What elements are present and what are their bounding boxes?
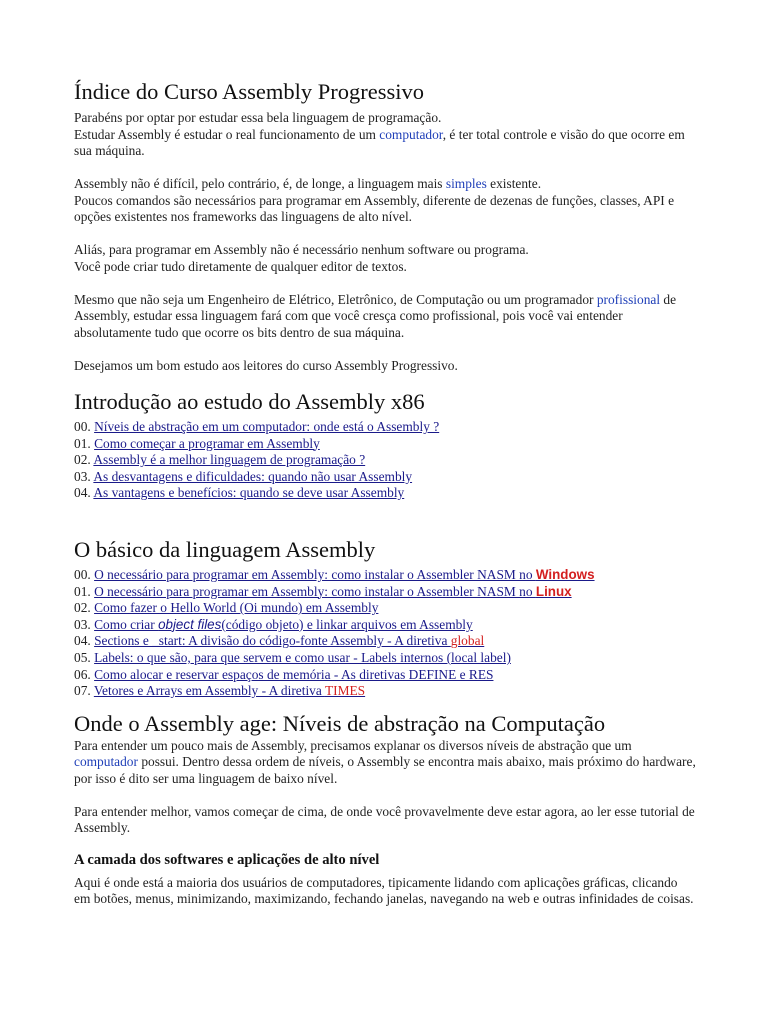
item-number: 00. <box>74 566 95 582</box>
list-item <box>74 469 696 486</box>
section-title-introducao: Introdução ao estudo do Assembly x86 <box>74 389 425 414</box>
list-item <box>74 584 696 601</box>
lesson-list-basico <box>74 567 696 700</box>
lesson-link[interactable] <box>94 567 594 582</box>
lesson-link-text: O necessário para programar em Assembly: como instalar o Assembler NASM no <box>94 583 536 599</box>
list-item <box>74 567 696 584</box>
lesson-link-text: O necessário para programar em Assembly: como instalar o Assembler NASM no <box>94 566 536 582</box>
intro-text: de Assembly, estudar essa linguagem fará com que você cresça como profissional, pois você vai entender absolutamente tudo que ocorre os bits dentro de sua máquina. <box>74 291 677 340</box>
intro-paragraph-5: Desejamos um bom estudo aos leitores do curso Assembly Progressivo. <box>74 357 458 373</box>
lesson-link[interactable]: Assembly é a melhor linguagem de programação ? <box>93 452 366 468</box>
keyword-link-computador[interactable]: computador <box>379 126 443 142</box>
intro-text: Assembly não é difícil, pelo contrário, é, de longe, a linguagem mais <box>74 176 446 191</box>
intro-text: Mesmo que não seja um Engenheiro de Elétrico, Eletrônico, de Computação ou um programador <box>74 291 597 307</box>
list-item <box>74 683 696 700</box>
item-number: 02. <box>74 452 94 468</box>
list-item <box>74 452 696 469</box>
lesson-link[interactable]: Níveis de abstração em um computador: onde está o Assembly ? <box>94 419 440 434</box>
niveis-paragraph-3: Aqui é onde está a maioria dos usuários de computadores, tipicamente lidando com aplicações gráficas, clicando em botões, menus, minimizando, maximizando, fechando janelas, navegando na web e outras infinidades de coisas. <box>74 874 694 907</box>
item-number: 01. <box>74 583 95 599</box>
item-number: 06. <box>74 666 95 682</box>
lesson-link[interactable] <box>94 617 473 632</box>
list-item <box>74 633 696 650</box>
intro-paragraph-3 <box>74 242 696 275</box>
intro-line: Aliás, para programar em Assembly não é necessário nenhum software ou programa. <box>74 242 529 257</box>
lesson-link-text: Sections e _start: A divisão do código-fonte Assembly - A diretiva <box>94 633 451 649</box>
niveis-text: possui. Dentro dessa ordem de níveis, o Assembly se encontra mais abaixo, mais próximo do hardware, por isso é dito ser uma linguagem de baixo nível. <box>74 754 696 786</box>
list-item <box>74 419 696 436</box>
intro-line: Parabéns por optar por estudar essa bela linguagem de programação. <box>74 110 442 125</box>
item-number: 07. <box>74 683 94 699</box>
item-number: 01. <box>74 435 95 451</box>
lesson-link[interactable] <box>94 633 484 648</box>
list-item <box>74 617 696 634</box>
section-title-basico: O básico da linguagem Assembly <box>74 536 376 562</box>
intro-paragraph-4 <box>74 292 696 342</box>
item-number: 04. <box>74 633 95 649</box>
subsection-title: A camada dos softwares e aplicações de alto nível <box>74 851 380 868</box>
document-body <box>74 78 696 908</box>
list-item <box>74 600 696 617</box>
lesson-link[interactable] <box>94 683 365 698</box>
keyword-link-computador[interactable]: computador <box>74 754 138 770</box>
intro-text: , é ter total controle e visão do que ocorre em sua máquina. <box>74 126 685 158</box>
intro-line: Você pode criar tudo diretamente de qualquer editor de textos. <box>74 258 407 274</box>
intro-paragraph-2 <box>74 176 696 226</box>
lesson-link[interactable]: Como alocar e reservar espaços de memória - As diretivas DEFINE e RES <box>94 666 494 682</box>
lesson-list-introducao <box>74 419 696 502</box>
niveis-paragraph-2: Para entender melhor, vamos começar de cima, de onde você provavelmente deve estar agora, ao ler esse tutorial de Assembly. <box>74 803 695 836</box>
lesson-link-text: (código objeto) e linkar arquivos em Assembly <box>221 616 473 632</box>
lesson-link[interactable]: Como fazer o Hello World (Oi mundo) em Assembly <box>94 600 379 616</box>
lesson-link[interactable]: As desvantagens e dificuldades: quando não usar Assembly <box>93 468 413 484</box>
niveis-text: Para entender um pouco mais de Assembly, precisamos explanar os diversos níveis de abstração que um <box>74 737 632 753</box>
lesson-link-text: Vetores e Arrays em Assembly - A diretiva <box>93 683 325 699</box>
list-item <box>74 436 696 453</box>
keyword-link-simples[interactable]: simples <box>445 176 487 191</box>
lesson-link[interactable]: Como começar a programar em Assembly <box>94 435 320 451</box>
list-item <box>74 650 696 667</box>
list-item <box>74 485 696 502</box>
item-number: 00. <box>74 419 95 434</box>
niveis-paragraph-1 <box>74 738 696 788</box>
item-number: 02. <box>74 600 95 616</box>
lesson-link-highlight: Linux <box>535 583 572 599</box>
keyword-link-profissional[interactable]: profissional <box>596 291 661 307</box>
lesson-link[interactable]: Labels: o que são, para que servem e como usar - Labels internos (local label) <box>94 649 511 665</box>
lesson-link-highlight: Windows <box>535 566 595 582</box>
lesson-link-highlight: global <box>450 633 485 649</box>
item-number: 05. <box>74 649 95 665</box>
page-title: Índice do Curso Assembly Progressivo <box>74 79 424 104</box>
intro-text: existente. <box>486 176 542 191</box>
item-number: 03. <box>74 468 94 484</box>
intro-paragraph-1 <box>74 110 696 160</box>
lesson-link-text: Como criar <box>94 616 159 632</box>
item-number: 04. <box>74 485 94 501</box>
lesson-link[interactable]: As vantagens e benefícios: quando se deve usar Assembly <box>93 485 405 501</box>
lesson-link-italic: object files <box>158 616 222 632</box>
section-title-niveis: Onde o Assembly age: Níveis de abstração na Computação <box>74 710 606 736</box>
list-item <box>74 667 696 684</box>
item-number: 03. <box>74 616 95 632</box>
lesson-link-highlight: TIMES <box>324 683 366 699</box>
intro-text: Poucos comandos são necessários para programar em Assembly, diferente de dezenas de funções, classes, API e opções existentes nos frameworks das linguagens de alto nível. <box>74 192 675 224</box>
lesson-link[interactable] <box>94 584 572 599</box>
intro-text: Estudar Assembly é estudar o real funcionamento de um <box>74 126 380 142</box>
